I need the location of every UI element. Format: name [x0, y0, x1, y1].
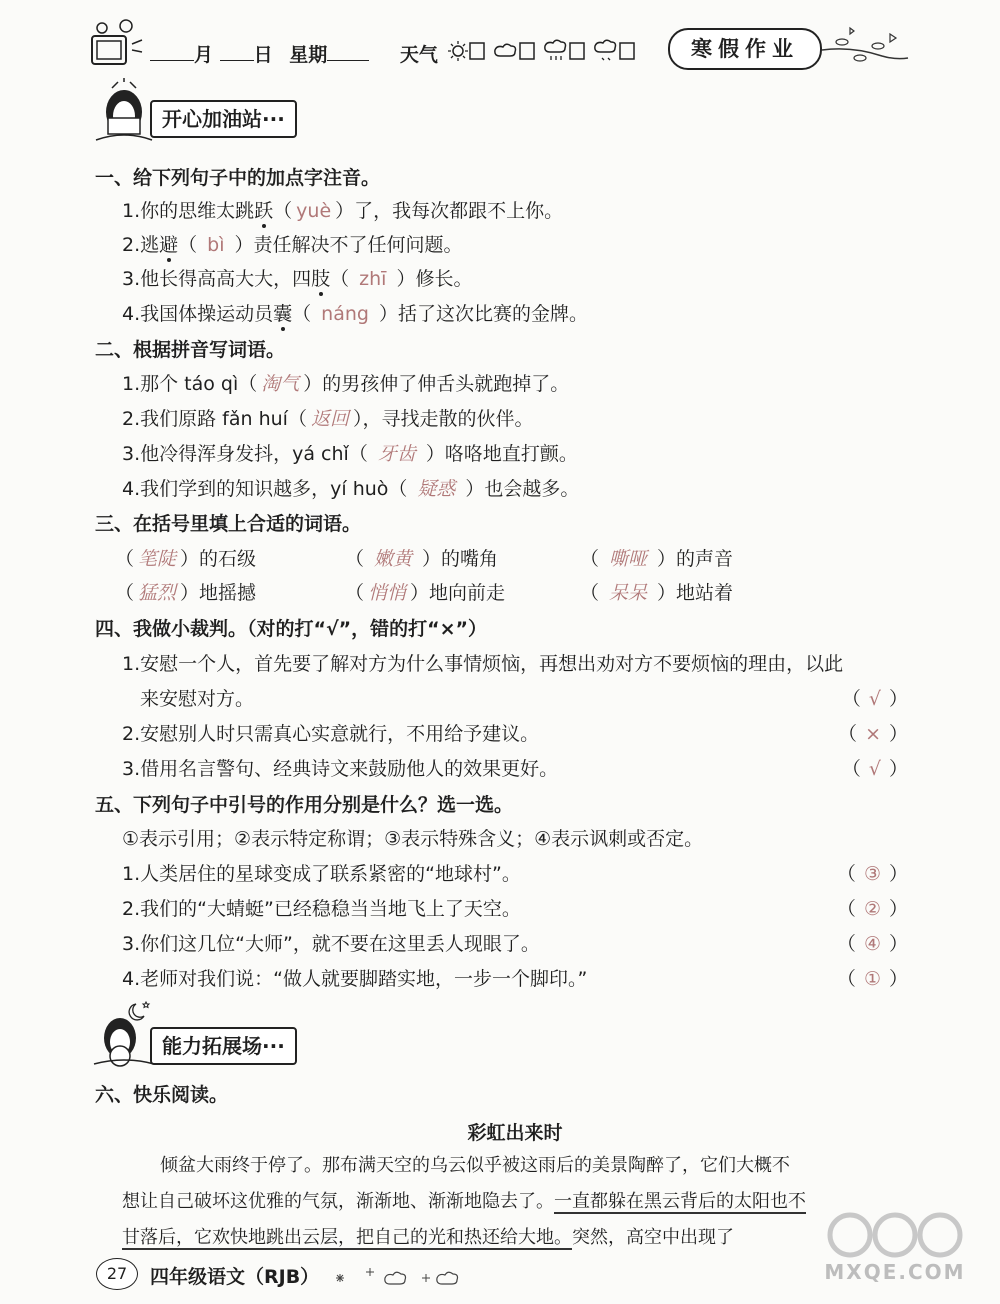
footer-subject: 四年级语文（RJB） [150, 1266, 320, 1288]
q5-options: ①表示引用；②表示特定称谓；③表示特殊含义；④表示讽刺或否定。 [122, 828, 704, 850]
q1-answer-2: bì [207, 234, 225, 256]
underlined-sentence-cont: 甘落后，它欢快地跳出云层，把自己的光和热还给大地。 [122, 1227, 572, 1248]
q4-answer-3: （ √ ） [841, 758, 908, 780]
q1-answer-4: náng [321, 303, 369, 325]
q2-item-4: 4.我们学到的知识越多，yí huò（ 疑惑 ）也会越多。 [122, 478, 580, 500]
q3-answer: 猛烈 [138, 582, 177, 604]
question-3-title: 三、在括号里填上合适的词语。 [95, 513, 362, 535]
weekday-label: 星期 [289, 44, 328, 66]
question-6-title: 六、快乐阅读。 [95, 1084, 229, 1106]
q3-r1-c1: （ 笔陡 ）的石级 [115, 548, 257, 570]
q5-answer-2: （ ② ） [836, 898, 908, 920]
penguin-mascot-icon [92, 78, 156, 154]
section-banner-happy-station: 开心加油站··· [150, 100, 297, 138]
q3-answer: 嫩黄 [374, 548, 413, 570]
question-1-title: 一、给下列句子中的加点字注音。 [95, 167, 381, 189]
snow-icon [595, 40, 634, 60]
passage-line-1: 倾盆大雨终于停了。那布满天空的乌云似乎被这雨后的美景陶醉了，它们大概不 [160, 1155, 790, 1176]
q2-item-2: 2.我们原路 fǎn huí（ 返回 ），寻找走散的伙伴。 [122, 408, 534, 430]
q2-answer-3: 牙齿 [377, 443, 416, 465]
q4-answer-2: （ × ） [838, 723, 908, 745]
q5-answer-3: （ ④ ） [836, 933, 908, 955]
q4-item-3: 3.借用名言警句、经典诗文来鼓励他人的效果更好。 [122, 758, 559, 780]
winter-homework-badge: 寒假作业 [668, 28, 822, 70]
passage-line-2: 想让自己破坏这优雅的气氛，渐渐地、渐渐地隐去了。一直都躲在黑云背后的太阳也不 [122, 1191, 806, 1212]
date-line [150, 40, 438, 67]
watermark-text: MXQE.COM [824, 1260, 966, 1284]
q3-r2-c1: （ 猛烈 ）地摇撼 [115, 582, 257, 604]
sun-icon [448, 41, 484, 61]
passage-line-3: 甘落后，它欢快地跳出云层，把自己的光和热还给大地。突然，高空中出现了 [122, 1227, 734, 1248]
q3-r1-c3: （ 嘶哑 ）的声音 [580, 548, 734, 570]
q5-answer-4: （ ① ） [836, 968, 908, 990]
reading-passage [122, 1148, 908, 1256]
day-label: 日 [253, 44, 273, 66]
q2-item-1: 1.那个 táo qì（ 淘气 ）的男孩伸了伸舌头就跑掉了。 [122, 373, 570, 395]
month-label: 月 [194, 44, 214, 66]
weather-icons [448, 38, 658, 70]
q1-item-4: 4.我国体操运动员囊（ náng ）括了这次比赛的金牌。 [122, 303, 588, 325]
mascot-tv-icon [88, 18, 144, 70]
rain-icon [545, 40, 584, 60]
q1-item-2: 2.逃避（ bì ）责任解决不了任何问题。 [122, 234, 463, 256]
section-banner-ability-expansion: 能力拓展场··· [150, 1027, 297, 1065]
q3-r2-c3: （ 呆呆 ）地站着 [580, 582, 734, 604]
snowflake-cloud-decoration-icon [330, 1262, 460, 1296]
q4-item-2: 2.安慰别人时只需真心实意就行，不用给予建议。 [122, 723, 540, 745]
weather-label: 天气 [399, 44, 438, 66]
page-number-badge [96, 1258, 138, 1290]
question-4-title: 四、我做小裁判。（对的打“√”，错的打“×”） [95, 618, 488, 640]
q1-item-1: 1.你的思维太跳跃（ yuè ）了，我每次都跟不上你。 [122, 200, 564, 222]
q4-answer-1: （ √ ） [841, 688, 908, 710]
q2-item-3: 3.他冷得浑身发抖，yá chǐ（ 牙齿 ）咯咯地直打颤。 [122, 443, 578, 465]
q1-item-3: 3.他长得高高大大，四肢（ zhī ）修长。 [122, 268, 473, 290]
cloudy-icon [495, 43, 534, 59]
q3-answer: 笔陡 [138, 548, 177, 570]
q4-item-1-cont: 来安慰对方。 [140, 688, 255, 710]
q1-answer-1: yuè [296, 200, 332, 222]
watermark [820, 1210, 970, 1290]
question-2-title: 二、根据拼音写词语。 [95, 339, 286, 361]
q2-answer-1: 淘气 [261, 373, 300, 395]
q1-answer-3: zhī [359, 268, 387, 290]
page-number: 27 [106, 1264, 128, 1283]
q5-item-3: 3.你们这几位“大师”，就不要在这里丢人现眼了。 [122, 933, 540, 955]
q3-answer: 嘶哑 [609, 548, 648, 570]
passage-title: 彩虹出来时 [467, 1122, 563, 1144]
q3-answer: 呆呆 [609, 582, 648, 604]
watermark-logo-icon [820, 1210, 970, 1260]
underlined-sentence: 一直都躲在黑云背后的太阳也不 [554, 1191, 806, 1212]
q4-item-1: 1.安慰一个人，首先要了解对方为什么事情烦恼，再想出劝对方不要烦恼的理由，以此 [122, 653, 844, 675]
q5-item-4: 4.老师对我们说：“做人就要脚踏实地，一步一个脚印。” [122, 968, 588, 990]
q5-item-1: 1.人类居住的星球变成了联系紧密的“地球村”。 [122, 863, 521, 885]
q3-answer: 悄悄 [368, 582, 407, 604]
question-5-title: 五、下列句子中引号的作用分别是什么？选一选。 [95, 794, 514, 816]
q2-answer-2: 返回 [310, 408, 349, 430]
q2-answer-4: 疑惑 [417, 478, 456, 500]
q5-item-2: 2.我们的“大蜻蜓”已经稳稳当当地飞上了天空。 [122, 898, 521, 920]
penguin-moon-mascot-icon [92, 1000, 156, 1074]
branch-decoration-icon [820, 20, 910, 74]
q3-r1-c2: （ 嫩黄 ）的嘴角 [345, 548, 499, 570]
q3-r2-c2: （ 悄悄 ）地向前走 [345, 582, 506, 604]
q5-answer-1: （ ③ ） [836, 863, 908, 885]
